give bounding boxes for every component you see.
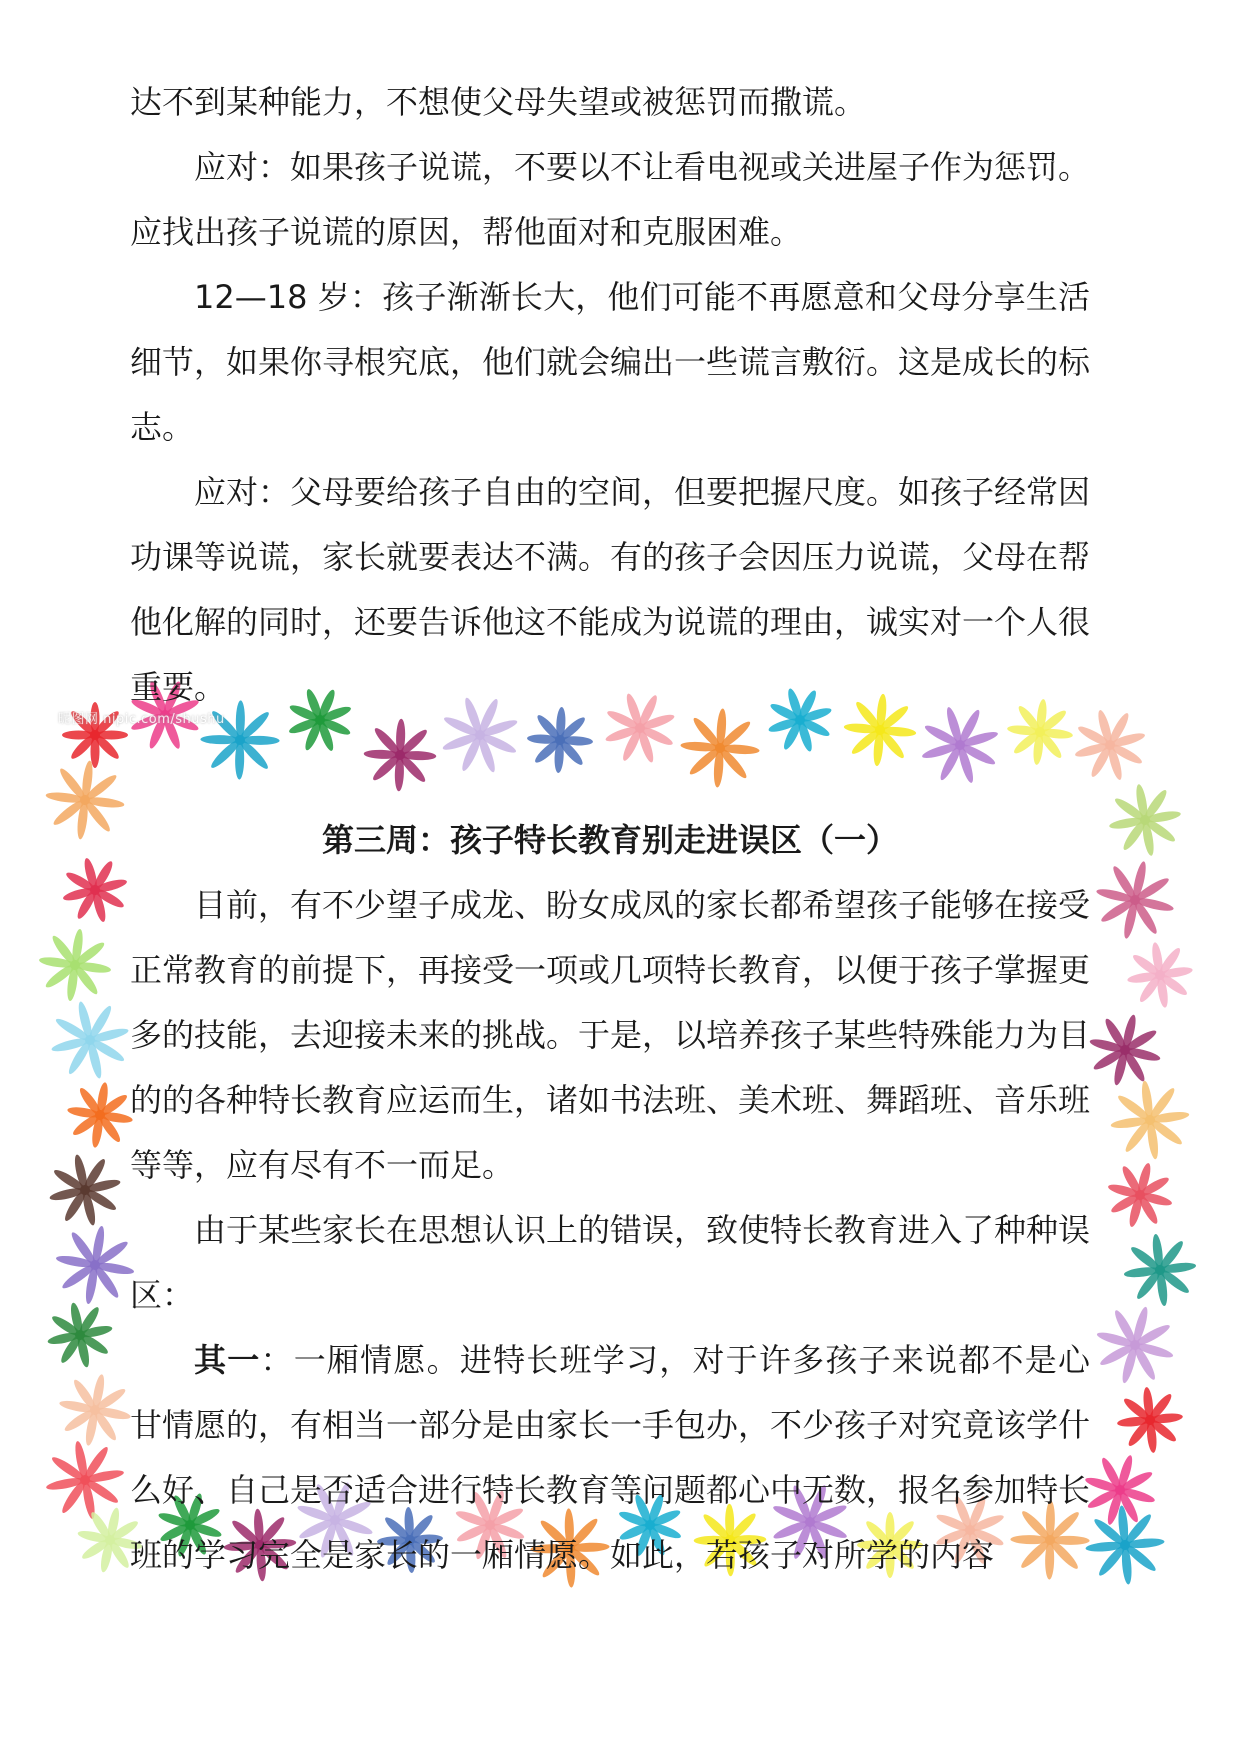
flower-icon <box>34 924 116 1006</box>
flower-icon <box>36 986 145 1095</box>
flower-icon <box>34 1289 125 1380</box>
flower-icon <box>1088 853 1183 948</box>
paragraph: 应对：如果孩子说谎，不要以不让看电视或关进屋子作为惩罚。应找出孩子说谎的原因，帮他面对和克服困难。 <box>130 148 1091 251</box>
paragraph-point-one <box>130 1328 1090 1588</box>
flower-icon <box>52 1367 137 1452</box>
flower-icon <box>1095 1065 1206 1176</box>
flower-icon <box>41 756 129 844</box>
paragraph: 目前，有不少望子成龙、盼女成凤的家长都希望孩子能够在接受正常教育的前提下，再接受一项或几项特长教育，以便于孩子掌握更多的技能，去迎接未来的挑战。于是，以培养孩子某些特殊能力为目的的各种特长教育应运而生，诸如书法班、美术班、舞蹈班、音乐班等等，应有尽有不一而足。 <box>130 886 1091 1184</box>
flower-icon <box>1081 1006 1169 1094</box>
point-label: 其一 <box>194 1341 261 1379</box>
flower-icon <box>1104 1374 1197 1467</box>
flower-icon <box>50 845 140 935</box>
flower-icon <box>49 1219 141 1311</box>
image-watermark: 昵图网 nipic.com/shushu <box>58 712 225 727</box>
paragraph: 由于某些家长在思想认识上的错误，致使特长教育进入了种种误区： <box>130 1211 1091 1314</box>
point-text: ：一厢情愿。进特长班学习，对于许多孩子来说都不是心甘情愿的，有相当一部分是由家长一手包办，不少孩子对究竟该学什么好、自己是否适合进行特长教育等问题都心中无数，报名参加特长班的学习完全是家长的一厢情愿。如此，若孩子对所学的内容 <box>130 1341 1091 1574</box>
paragraph: 达不到某种能力，不想使父母失望或被惩罚而撒谎。 <box>130 83 867 121</box>
flower-icon <box>1094 769 1195 870</box>
flower-icon <box>1114 929 1206 1021</box>
flower-icon <box>1100 1155 1181 1236</box>
section-heading: 第三周：孩子特长教育别走进误区（一） <box>321 821 898 859</box>
paragraph: 应对：父母要给孩子自由的空间，但要把握尺度。如孩子经常因功课等说谎，家长就要表达不满。有的孩子会因压力说谎，父母在帮他化解的同时，还要告诉他这不能成为说谎的理由，诚实对一个人很重要。 <box>130 473 1091 706</box>
flower-icon <box>1109 1219 1211 1321</box>
flower-icon <box>35 1140 135 1240</box>
flower-icon <box>30 1425 140 1535</box>
flower-icon <box>1086 1296 1184 1394</box>
document-body <box>130 70 1090 1588</box>
paragraph: 12—18 岁：孩子渐渐长大，他们可能不再愿意和父母分享生活细节，如果你寻根究底，他们就会编出一些谎言敷衍。这是成长的标志。 <box>130 278 1091 446</box>
flower-icon <box>62 1077 138 1153</box>
